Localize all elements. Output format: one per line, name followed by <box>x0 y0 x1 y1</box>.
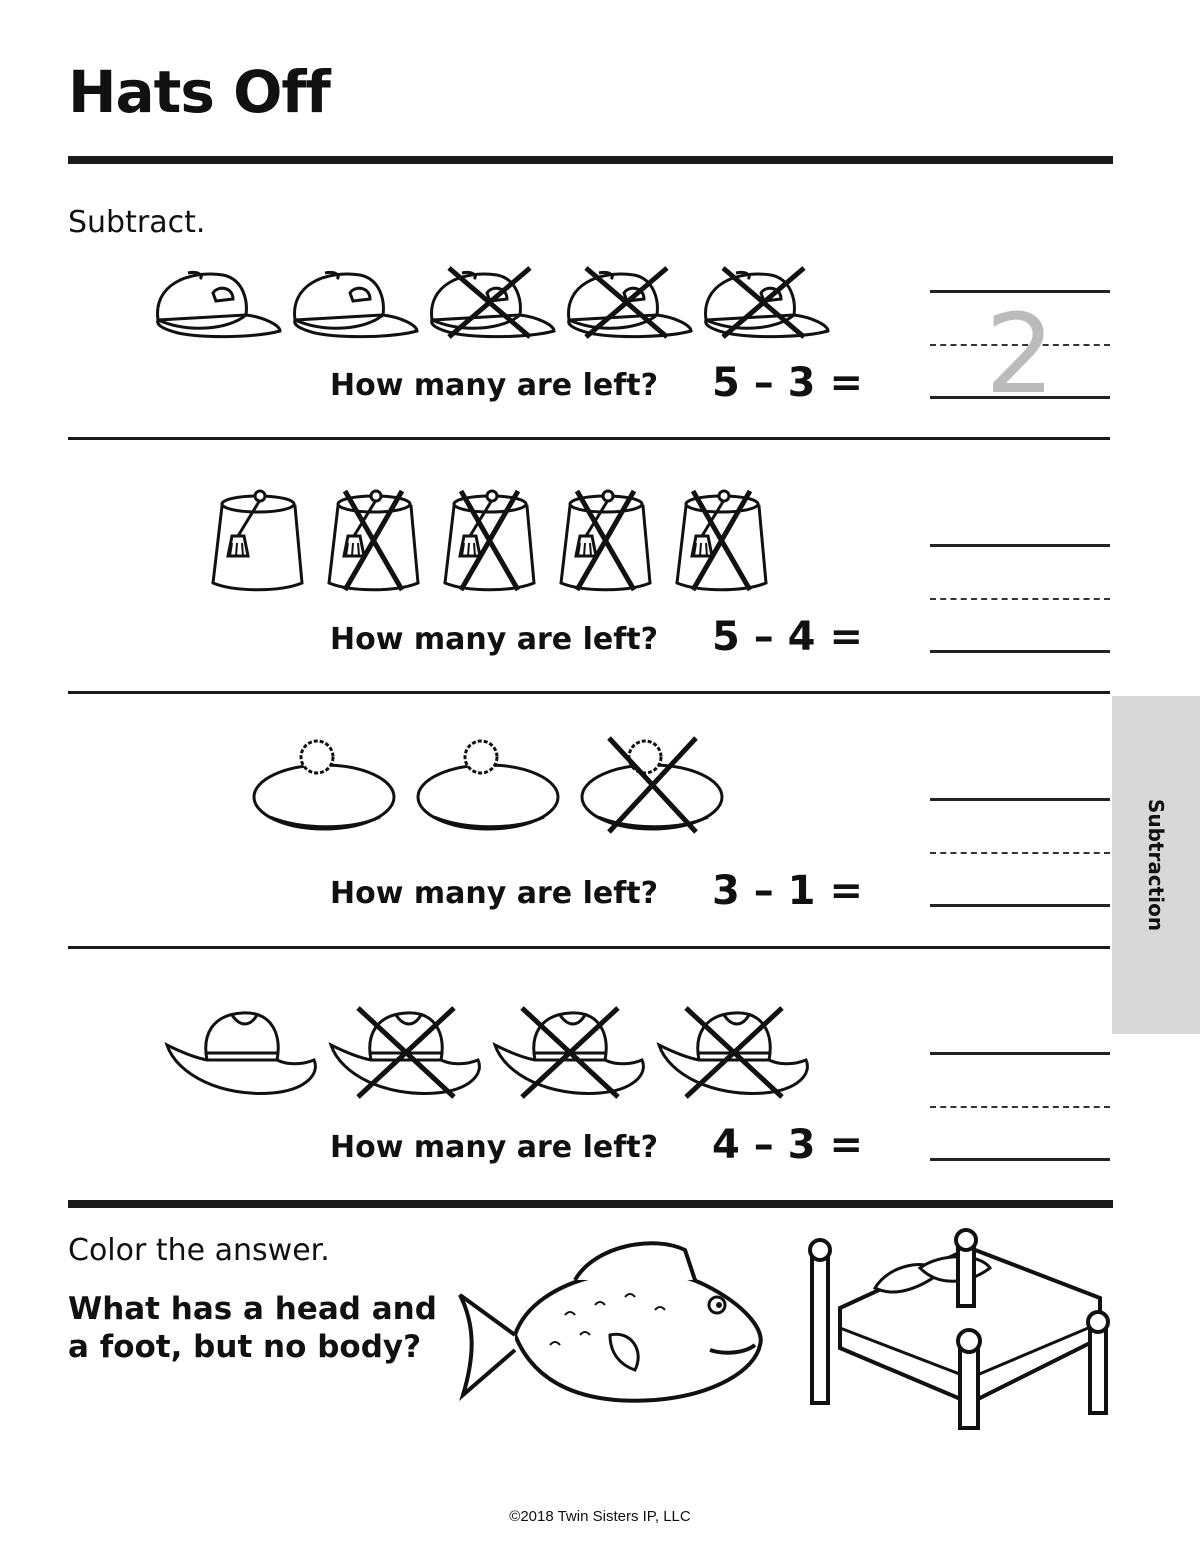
baseball-cap-icon <box>696 265 831 340</box>
baseball-cap-icon <box>285 265 420 340</box>
answer-top-line <box>930 544 1110 547</box>
divider-top <box>68 156 1113 164</box>
cowboy-hat-icon <box>654 1005 814 1100</box>
answer-input-line[interactable] <box>930 904 1110 907</box>
fez-icon <box>326 488 421 593</box>
instructions: Subtract. <box>68 205 206 240</box>
answer-mid-line <box>930 598 1110 600</box>
question-label: How many are left? <box>330 1130 658 1165</box>
baseball-cap-icon <box>148 265 283 340</box>
side-tab-label: Subtraction <box>1144 798 1168 932</box>
divider-bottom <box>68 1200 1113 1208</box>
answer-trace: 2 <box>985 290 1055 418</box>
fez-icon <box>442 488 537 593</box>
beret-icon <box>580 735 725 835</box>
equation: 4 – 3 = <box>712 1122 863 1168</box>
question-label: How many are left? <box>330 622 658 657</box>
answer-mid-line <box>930 1106 1110 1108</box>
answer-top-line <box>930 1052 1110 1055</box>
fez-icon <box>674 488 769 593</box>
bed-icon[interactable] <box>800 1228 1120 1438</box>
beret-icon <box>416 735 561 835</box>
fish-icon[interactable] <box>455 1235 770 1430</box>
copyright: ©2018 Twin Sisters IP, LLC <box>509 1508 691 1525</box>
fez-icon <box>558 488 653 593</box>
answer-input-line[interactable] <box>930 650 1110 653</box>
equation: 5 – 3 = <box>712 360 863 406</box>
equation: 5 – 4 = <box>712 614 863 660</box>
riddle-question: What has a head and a foot, but no body? <box>68 1291 437 1365</box>
cowboy-hat-icon <box>326 1005 486 1100</box>
row-divider <box>68 691 1110 694</box>
answer-mid-line <box>930 852 1110 854</box>
row-divider <box>68 946 1110 949</box>
color-instruction: Color the answer. <box>68 1233 330 1268</box>
cowboy-hat-icon <box>162 1005 322 1100</box>
baseball-cap-icon <box>422 265 557 340</box>
row-divider <box>68 437 1110 440</box>
fez-icon <box>210 488 305 593</box>
answer-top-line <box>930 798 1110 801</box>
question-label: How many are left? <box>330 876 658 911</box>
page-title: Hats Off <box>68 58 330 126</box>
beret-icon <box>252 735 397 835</box>
cowboy-hat-icon <box>490 1005 650 1100</box>
question-label: How many are left? <box>330 368 658 403</box>
baseball-cap-icon <box>559 265 694 340</box>
equation: 3 – 1 = <box>712 868 863 914</box>
side-tab <box>1112 696 1200 1034</box>
answer-input-line[interactable] <box>930 1158 1110 1161</box>
